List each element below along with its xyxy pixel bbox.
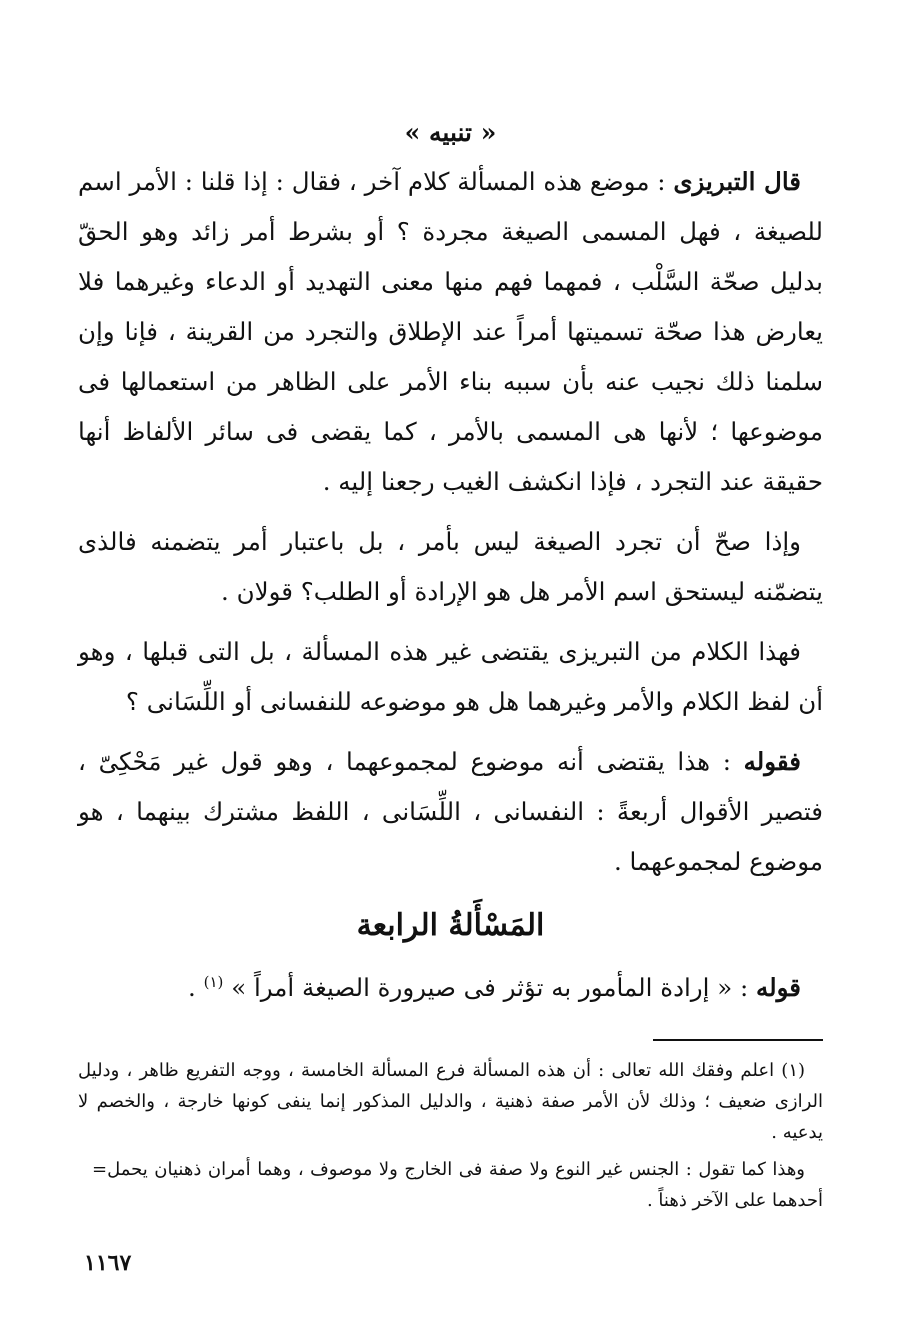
section-heading: « تنبيه »	[404, 118, 497, 147]
quote-end: .	[188, 973, 204, 1003]
section-title: المَسْأَلةُ الرابعة	[356, 908, 545, 943]
paragraph-text: : هذا يقتضى أنه موضوع لمجموعهما ، وهو قول غير مَحْكِىّ ، فتصير الأقوال أربعةً : النفسانى ، اللِّسَانى ، اللفظ مشترك بينهما ، هو موضوع لمجموعهما .	[78, 747, 823, 876]
paragraph-text: فهذا الكلام من التبريزى يقتضى غير هذه المسألة ، بل التى قبلها ، وهو أن لفظ الكلام والأمر وغيرهما هل هو موضوعه للنفسانى أو اللِّسَانى ؟	[78, 637, 823, 716]
footnote-continuation-row	[78, 1154, 823, 1216]
footnote-reference[interactable]: (١)	[203, 973, 224, 991]
paragraph-4	[78, 737, 823, 887]
paragraph-lead: فقوله	[743, 747, 801, 776]
quote-line	[78, 957, 823, 1013]
paragraph-3	[78, 627, 823, 727]
footnote-2: وهذا كما تقول : الجنس غير النوع ولا صفة فى الخارج ولا موصوف ، وهما أمران ذهنيان يحمل أحدهما على الآخر ذهناً .	[107, 1159, 823, 1212]
paragraph-text: وإذا صحّ أن تجرد الصيغة ليس بأمر ، بل باعتبار أمر يتضمنه فالذى يتضمّنه ليستحق اسم الأمر هل هو الإرادة أو الطلب؟ قولان .	[78, 527, 823, 606]
paragraph-2	[78, 517, 823, 617]
footnote-1: (١) اعلم وفقك الله تعالى : أن هذه المسألة فرع المسألة الخامسة ، ووجه التفريع ظاهر ، ودليل الرازى ضعيف ؛ وذلك لأن الأمر صفة ذهنية ، والدليل المذكور إنما ينفى كونها خارجة ، والخصم لا يدعيه .	[78, 1060, 823, 1144]
continuation-mark: =	[92, 1159, 108, 1181]
quote-lead: قوله	[756, 973, 801, 1003]
paragraph-text: : موضع هذه المسألة كلام آخر ، فقال : إذا قلنا : الأمر اسم للصيغة ، فهل المسمى الصيغة مجردة ؟ أو بشرط أمر زائد وهو الحقّ بدليل صحّة السَّلْب ، فمهما فهم منها معنى التهديد أو الدعاء وغيرهما فلا يعارض هذا صحّة تسميتها أمراً عند الإطلاق والتجرد من القرينة ، فإنا وإن سلمنا ذلك نجيب عنه بأن سببه بناء الأمر على الظاهر من استعمالها فى موضوعها ؛ لأنها هى المسمى بالأمر ، كما يقضى فى سائر الألفاظ أنها حقيقة عند التجرد ، فإذا انكشف الغيب رجعنا إليه .	[78, 167, 823, 496]
footnote-divider	[653, 1039, 823, 1041]
paragraph-lead: قال التبريزى	[673, 167, 801, 196]
page-number: ١١٦٧	[84, 1250, 132, 1276]
quote-text: : « إرادة المأمور به تؤثر فى صيرورة الصيغة أمراً »	[223, 973, 757, 1003]
paragraph-1	[78, 157, 823, 507]
